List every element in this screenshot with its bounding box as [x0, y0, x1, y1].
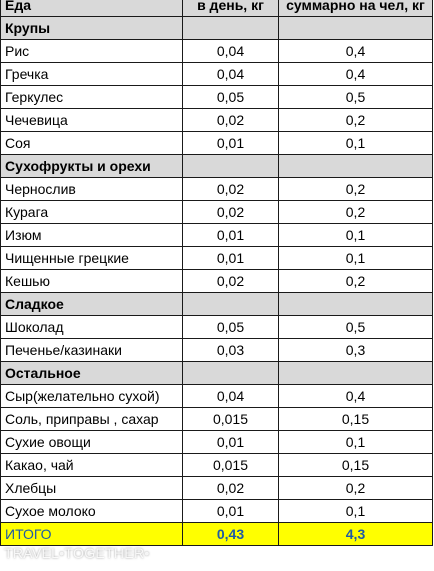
section-empty — [279, 362, 433, 385]
section-title: Сухофрукты и орехи — [1, 155, 183, 178]
table-row — [1, 316, 433, 339]
table-row — [1, 270, 433, 293]
item-per-day: 0,05 — [183, 86, 279, 109]
table-row — [1, 339, 433, 362]
section-empty — [183, 17, 279, 40]
table-row — [1, 40, 433, 63]
item-per-day: 0,015 — [183, 454, 279, 477]
item-total: 0,4 — [279, 63, 433, 86]
section-empty — [279, 17, 433, 40]
item-total: 0,2 — [279, 109, 433, 132]
header-total-per-person: суммарно на чел, кг — [279, 0, 433, 17]
item-total: 0,2 — [279, 270, 433, 293]
item-name: Шоколад — [1, 316, 183, 339]
table-row — [1, 477, 433, 500]
table-row — [1, 86, 433, 109]
item-total: 0,1 — [279, 500, 433, 523]
item-total: 0,1 — [279, 224, 433, 247]
item-per-day: 0,01 — [183, 500, 279, 523]
total-sum: 4,3 — [279, 523, 433, 546]
section-row — [1, 17, 433, 40]
header-food: Еда — [1, 0, 183, 17]
item-total: 0,1 — [279, 247, 433, 270]
item-name: Какао, чай — [1, 454, 183, 477]
table-row — [1, 63, 433, 86]
item-per-day: 0,01 — [183, 132, 279, 155]
item-name: Гречка — [1, 63, 183, 86]
item-total: 0,2 — [279, 477, 433, 500]
item-per-day: 0,01 — [183, 224, 279, 247]
item-per-day: 0,05 — [183, 316, 279, 339]
item-name: Рис — [1, 40, 183, 63]
item-total: 0,5 — [279, 86, 433, 109]
section-empty — [279, 293, 433, 316]
table-row — [1, 178, 433, 201]
section-title: Сладкое — [1, 293, 183, 316]
item-name: Чернослив — [1, 178, 183, 201]
section-empty — [183, 362, 279, 385]
item-total: 0,5 — [279, 316, 433, 339]
table-row — [1, 385, 433, 408]
item-total: 0,2 — [279, 178, 433, 201]
item-per-day: 0,03 — [183, 339, 279, 362]
item-total: 0,4 — [279, 40, 433, 63]
item-total: 0,3 — [279, 339, 433, 362]
item-per-day: 0,02 — [183, 201, 279, 224]
item-per-day: 0,04 — [183, 40, 279, 63]
item-name: Изюм — [1, 224, 183, 247]
item-total: 0,2 — [279, 201, 433, 224]
table-row — [1, 224, 433, 247]
table-body — [1, 17, 433, 546]
section-empty — [183, 293, 279, 316]
item-per-day: 0,02 — [183, 270, 279, 293]
watermark: TRAVEL•TOGETHER• — [4, 545, 150, 561]
item-name: Сухие овощи — [1, 431, 183, 454]
table-row — [1, 454, 433, 477]
table-row — [1, 132, 433, 155]
item-name: Чечевица — [1, 109, 183, 132]
total-label: ИТОГО — [1, 523, 183, 546]
total-per-day: 0,43 — [183, 523, 279, 546]
item-name: Сухое молоко — [1, 500, 183, 523]
section-title: Крупы — [1, 17, 183, 40]
section-row — [1, 155, 433, 178]
item-per-day: 0,04 — [183, 385, 279, 408]
item-total: 0,4 — [279, 385, 433, 408]
item-per-day: 0,015 — [183, 408, 279, 431]
table-row — [1, 109, 433, 132]
item-total: 0,1 — [279, 132, 433, 155]
item-name: Печенье/казинаки — [1, 339, 183, 362]
item-total: 0,15 — [279, 408, 433, 431]
item-name: Курага — [1, 201, 183, 224]
section-row — [1, 362, 433, 385]
item-name: Хлебцы — [1, 477, 183, 500]
item-per-day: 0,02 — [183, 178, 279, 201]
item-per-day: 0,04 — [183, 63, 279, 86]
item-per-day: 0,01 — [183, 431, 279, 454]
section-empty — [183, 155, 279, 178]
item-name: Чищенные грецкие — [1, 247, 183, 270]
item-total: 0,1 — [279, 431, 433, 454]
item-total: 0,15 — [279, 454, 433, 477]
section-title: Остальное — [1, 362, 183, 385]
item-name: Соя — [1, 132, 183, 155]
table-row — [1, 201, 433, 224]
item-name: Сыр(желательно сухой) — [1, 385, 183, 408]
table-row — [1, 431, 433, 454]
table-row — [1, 247, 433, 270]
header-row — [1, 0, 433, 17]
table-row — [1, 408, 433, 431]
section-row — [1, 293, 433, 316]
item-name: Геркулес — [1, 86, 183, 109]
item-per-day: 0,02 — [183, 477, 279, 500]
header-per-day: в день, кг — [183, 0, 279, 17]
section-empty — [279, 155, 433, 178]
table-row — [1, 500, 433, 523]
total-row — [1, 523, 433, 546]
item-per-day: 0,02 — [183, 109, 279, 132]
item-per-day: 0,01 — [183, 247, 279, 270]
item-name: Соль, приправы , сахар — [1, 408, 183, 431]
item-name: Кешью — [1, 270, 183, 293]
